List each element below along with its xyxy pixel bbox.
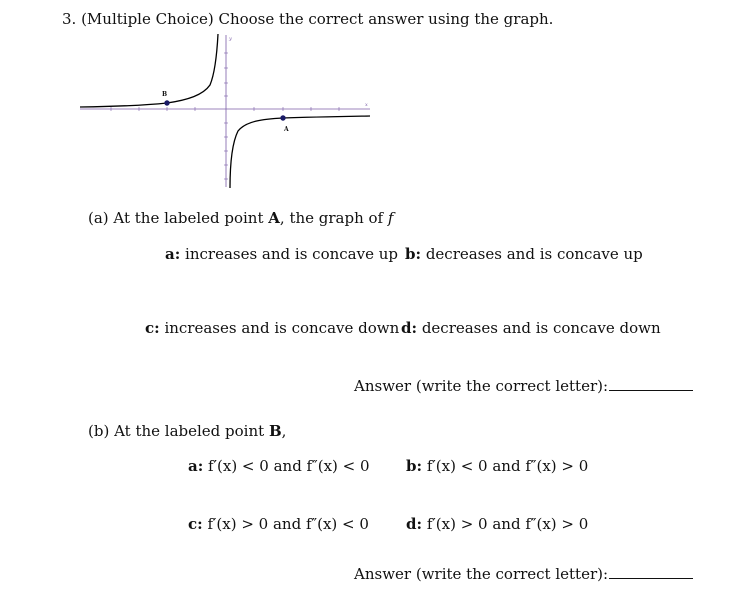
y-axis-label: y (229, 36, 232, 42)
choice-text: f′(x) < 0 and f″(x) < 0 (208, 457, 370, 475)
part-a-choice-d[interactable] (401, 319, 661, 337)
choice-text: f′(x) < 0 and f″(x) > 0 (426, 457, 589, 475)
part-a-suffix: , the graph of (279, 209, 388, 227)
choice-text: f′(x) > 0 and f″(x) > 0 (426, 515, 589, 533)
choice-text: increases and is concave up (185, 245, 398, 263)
choice-key: c: (145, 319, 160, 337)
choice-key: b: (406, 457, 423, 475)
answer-blank[interactable] (609, 390, 693, 391)
choice-key: d: (401, 319, 418, 337)
part-a-prompt (88, 209, 393, 227)
point-a (280, 115, 285, 120)
choice-key: c: (188, 515, 203, 533)
answer-blank[interactable] (609, 578, 693, 579)
part-b-suffix: , (281, 422, 287, 440)
question-title: 3. (Multiple Choice) Choose the correct answer using the graph. (62, 10, 554, 28)
choice-key: a: (165, 245, 181, 263)
curve-left-branch (80, 34, 218, 107)
choice-key: d: (406, 515, 423, 533)
part-a-prefix: (a) At the labeled point (88, 209, 269, 227)
part-a-choice-c[interactable] (145, 319, 399, 337)
part-b-point: B (268, 422, 282, 440)
choice-text: f′(x) > 0 and f″(x) < 0 (207, 515, 369, 533)
part-b-prompt (88, 422, 286, 440)
x-axis-label: x (365, 102, 368, 108)
choice-key: a: (188, 457, 204, 475)
choice-text: decreases and is concave up (425, 245, 643, 263)
part-a-func: f (387, 209, 394, 227)
part-a-point: A (268, 209, 280, 227)
part-b-prefix: (b) At the labeled point (88, 422, 269, 440)
part-b-choice-d[interactable] (406, 515, 588, 533)
curve-right-branch (230, 116, 370, 188)
choice-key: b: (405, 245, 422, 263)
part-a-choice-a[interactable] (165, 245, 398, 263)
part-b-choice-c[interactable] (188, 515, 369, 533)
part-a-choice-b[interactable] (405, 245, 643, 263)
part-a-answer (354, 377, 693, 395)
part-b-choice-a[interactable] (188, 457, 370, 475)
part-b-answer (354, 565, 693, 583)
choice-text: decreases and is concave down (421, 319, 661, 337)
part-b-choice-b[interactable] (406, 457, 588, 475)
answer-label: Answer (write the correct letter): (354, 565, 609, 583)
point-a-label: A (284, 126, 289, 133)
answer-label: Answer (write the correct letter): (354, 377, 609, 395)
point-b (164, 100, 169, 105)
point-b-label: B (162, 91, 168, 98)
function-graph (78, 33, 374, 189)
choice-text: increases and is concave down (164, 319, 400, 337)
